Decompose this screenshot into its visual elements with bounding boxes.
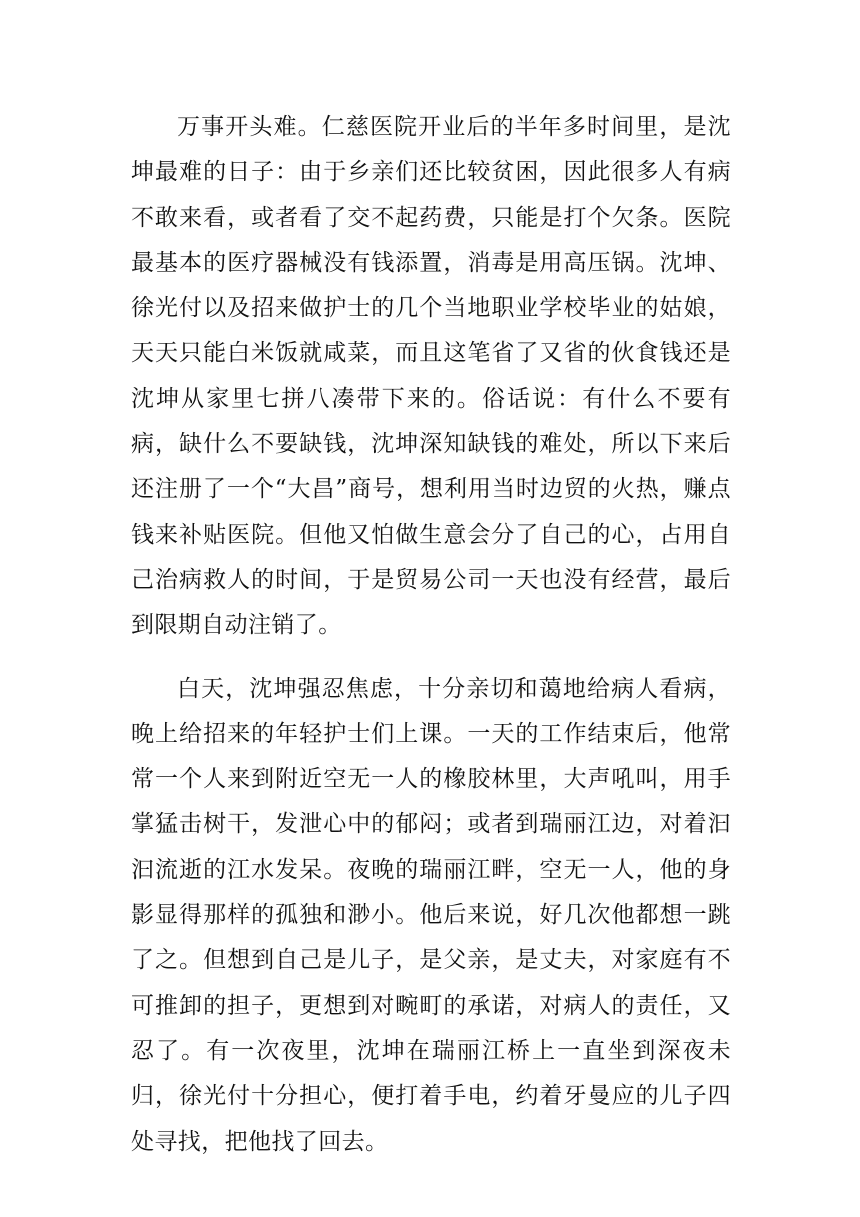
document-body	[131, 105, 731, 1165]
paragraph-1: 万事开头难。仁慈医院开业后的半年多时间里，是沈坤最难的日子：由于乡亲们还比较贫困，因此很多人有病不敢来看，或者看了交不起药费，只能是打个欠条。医院最基本的医疗器械没有钱添置，消毒是用高压锅。沈坤、徐光付以及招来做护士的几个当地职业学校毕业的姑娘，天天只能白米饭就咸菜，而且这笔省了又省的伙食钱还是沈坤从家里七拼八凑带下来的。俗话说：有什么不要有病，缺什么不要缺钱，沈坤深知缺钱的难处，所以下来后还注册了一个“大昌”商号，想利用当时边贸的火热，赚点钱来补贴医院。但他又怕做生意会分了自己的心，占用自己治病救人的时间，于是贸易公司一天也没有经营，最后到限期自动注销了。	[131, 114, 731, 639]
paragraph-2: 白天，沈坤强忍焦虑，十分亲切和蔼地给病人看病，晚上给招来的年轻护士们上课。一天的工作结束后，他常常一个人来到附近空无一人的橡胶林里，大声吼叫，用手掌猛击树干，发泄心中的郁闷；或者到瑞丽江边，对着汩汩流逝的江水发呆。夜晚的瑞丽江畔，空无一人，他的身影显得那样的孤独和渺小。他后来说，好几次他都想一跳了之。但想到自己是儿子，是父亲，是丈夫，对家庭有不可推卸的担子，更想到对畹町的承诺，对病人的责任，又忍了。有一次夜里，沈坤在瑞丽江桥上一直坐到深夜未归，徐光付十分担心，便打着手电，约着牙曼应的儿子四处寻找，把他找了回去。	[131, 675, 731, 1155]
